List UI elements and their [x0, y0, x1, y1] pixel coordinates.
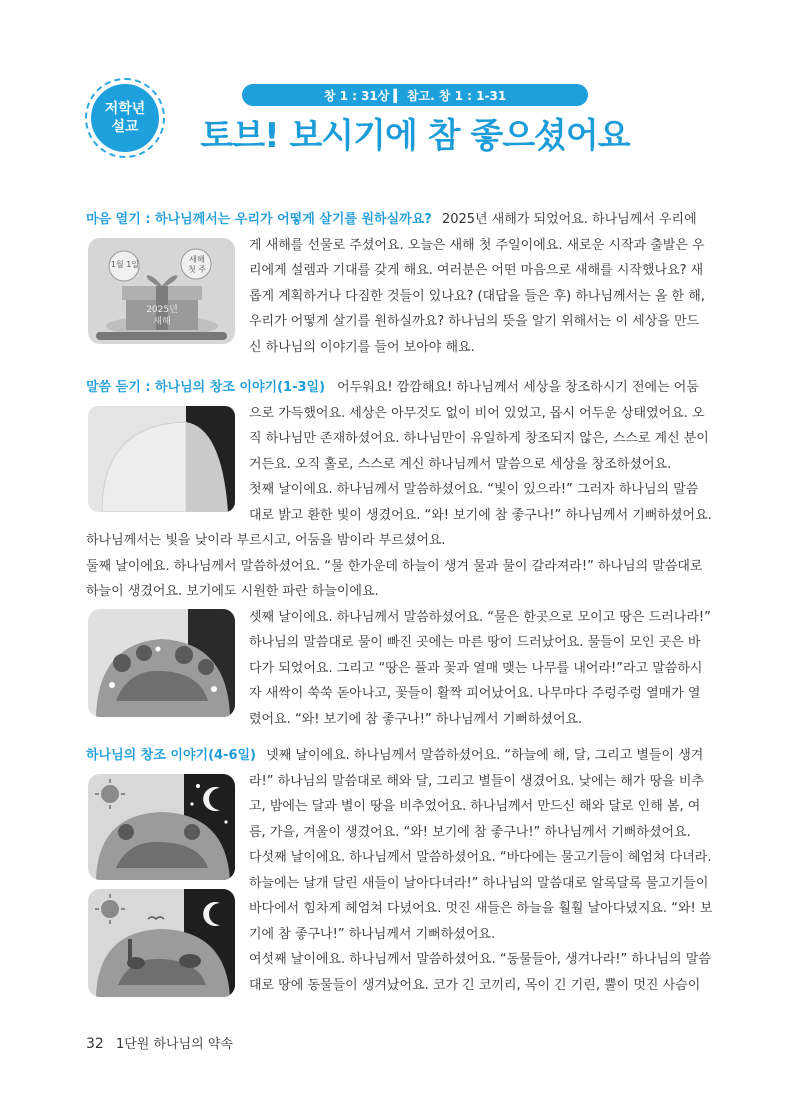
text-line: 둘째 날이에요. 하나님께서 말씀하셨어요. “물 한가운데 하늘이 생겨 물과 물이 갈라져라!” 하나님의 말씀대로 — [86, 559, 703, 574]
text-line: 다섯째 날이에요. 하나님께서 말씀하셨어요. “바다에는 물고기들이 헤엄쳐 다녀라. — [249, 850, 712, 865]
text-line: 라!” 하나님의 말씀대로 해와 달, 그리고 별들이 생겼어요. 낮에는 해가 땅을 비추 — [249, 774, 704, 789]
text-line: 기에 참 좋구나!” 하나님께서 기뻐하셨어요. — [249, 927, 496, 942]
new-year-gift-illustration — [88, 238, 235, 344]
badge-line2: 설교 — [111, 119, 139, 135]
section3-first-line — [86, 747, 703, 765]
unit-title: 1단원 하나님의 약속 — [115, 1037, 233, 1052]
text-line: 하나님께서는 빛을 낮이라 부르시고, 어둠을 밤이라 부르셨어요. — [86, 533, 446, 548]
text-line: 거든요. 오직 홀로, 스스로 계신 하나님께서 말씀으로 세상을 창조하셨어요. — [249, 457, 672, 472]
text-line: 게 새해를 선물로 주셨어요. 오늘은 새해 첫 주일이에요. 새로운 시작과 출발은 우 — [249, 238, 705, 253]
gift-tag-date: 1월 1일 — [110, 260, 140, 269]
text-line: 어두워요! 깜깜해요! 하나님께서 세상을 창조하시기 전에는 어둠 — [337, 380, 699, 395]
section1-heading: 마음 열기 : 하나님께서는 우리가 어떻게 살기를 원하실까요? — [86, 212, 432, 227]
text-line: 대로 땅에 동물들이 생겨났어요. 코가 긴 코끼리, 목이 긴 기린, 뿔이 멋진 사슴이 — [249, 978, 701, 993]
text-line: 셋째 날이에요. 하나님께서 말씀하셨어요. “물은 한곳으로 모이고 땅은 드러나라!” — [249, 610, 711, 625]
text-line: 첫째 날이에요. 하나님께서 말씀하셨어요. “빛이 있으라!” 그러자 하나님의 말씀 — [249, 482, 699, 497]
gift-tag-first-week: 첫 주 — [188, 265, 206, 274]
page-footer — [86, 1033, 233, 1052]
scripture-reference: 창 1 : 31상 ▍ 참고. 창 1 : 1-31 — [242, 84, 588, 106]
section2-first-line — [86, 379, 699, 397]
lower-grade-sermon-badge — [91, 84, 159, 152]
text-line: 직 하나님만 존재하셨어요. 하나님만이 유일하게 창조되지 않은, 스스로 계신 분이 — [249, 431, 709, 446]
section3-heading: 하나님의 창조 이야기(4-6일) — [86, 748, 257, 763]
page-title: 토브! 보시기에 참 좋으셨어요 — [200, 116, 630, 156]
text-line: 넷째 날이에요. 하나님께서 말씀하셨어요. “하늘에 해, 달, 그리고 별들이 생겨 — [266, 748, 704, 763]
text-line: 리에게 설렘과 기대를 갖게 해요. 여러분은 어떤 마음으로 새해를 시작했나요? 새 — [249, 263, 704, 278]
badge-line1: 저학년 — [104, 101, 146, 117]
section1-first-line — [86, 211, 697, 229]
sun-moon-stars-illustration — [88, 774, 235, 880]
text-line: 하늘이 생겼어요. 보기에도 시원한 파란 하늘이에요. — [86, 584, 379, 599]
text-line: 우리가 어떻게 살기를 원하실까요? 하나님의 뜻을 알기 위해서는 이 세상을 만드 — [249, 314, 700, 329]
gift-tag-new-year: 새해 — [189, 255, 205, 264]
text-line: 신 하나님의 이야기를 들어 보아야 해요. — [249, 340, 475, 355]
text-line: 하나님의 말씀대로 물이 빠진 곳에는 마른 땅이 드러났어요. 물들이 모인 곳은 바 — [249, 635, 701, 650]
text-line: 름, 가을, 겨울이 생겼어요. “와! 보기에 참 좋구나!” 하나님께서 기뻐하셨어요. — [249, 825, 691, 840]
text-line: 바다에서 힘차게 헤엄쳐 다녔어요. 멋진 새들은 하늘을 훨훨 날아다녔지요. “와! 보 — [249, 901, 713, 916]
gift-box-year: 2025년 — [146, 305, 178, 315]
animals-creation-illustration — [88, 889, 235, 997]
text-line: 하늘에는 날개 달린 새들이 날아다녀라!” 하나님의 말씀대로 알록달록 물고기들이 — [249, 876, 709, 891]
text-line: 자 새싹이 쑥쑥 돋아나고, 꽃들이 활짝 피어났어요. 나무마다 주렁주렁 열매가 열 — [249, 686, 701, 701]
page-number: 32 — [86, 1036, 104, 1052]
text-line: 으로 가득했어요. 세상은 아무것도 없이 비어 있었고, 몹시 어두운 상태였어요. 오 — [249, 406, 705, 421]
text-line: 고, 밤에는 달과 별이 땅을 비추었어요. 하나님께서 만드신 해와 달로 인해 봄, 여 — [249, 799, 701, 814]
text-line: 다가 되었어요. 그리고 “땅은 풀과 꽃과 열매 맺는 나무를 내어라!”라고 말씀하시 — [249, 661, 703, 676]
gift-box-word: 새해 — [153, 317, 171, 327]
light-darkness-illustration — [88, 406, 235, 512]
text-line: 여섯째 날이에요. 하나님께서 말씀하셨어요. “동물들아, 생겨나라!” 하나님의 말씀 — [249, 952, 711, 967]
text-line: 대로 밝고 환한 빛이 생겼어요. “와! 보기에 참 좋구나!” 하나님께서 기뻐하셨어요. — [249, 508, 712, 523]
text-line: 렸어요. “와! 보기에 참 좋구나!” 하나님께서 기뻐하셨어요. — [249, 712, 583, 727]
section2-heading: 말씀 듣기 : 하나님의 창조 이야기(1-3일) — [86, 380, 326, 395]
text-line: 2025년 새해가 되었어요. 하나님께서 우리에 — [441, 212, 697, 227]
text-line: 롭게 계획하거나 다짐한 것들이 있나요? (대답을 들은 후) 하나님께서는 올 한 해, — [249, 289, 705, 304]
land-plants-illustration — [88, 609, 235, 717]
